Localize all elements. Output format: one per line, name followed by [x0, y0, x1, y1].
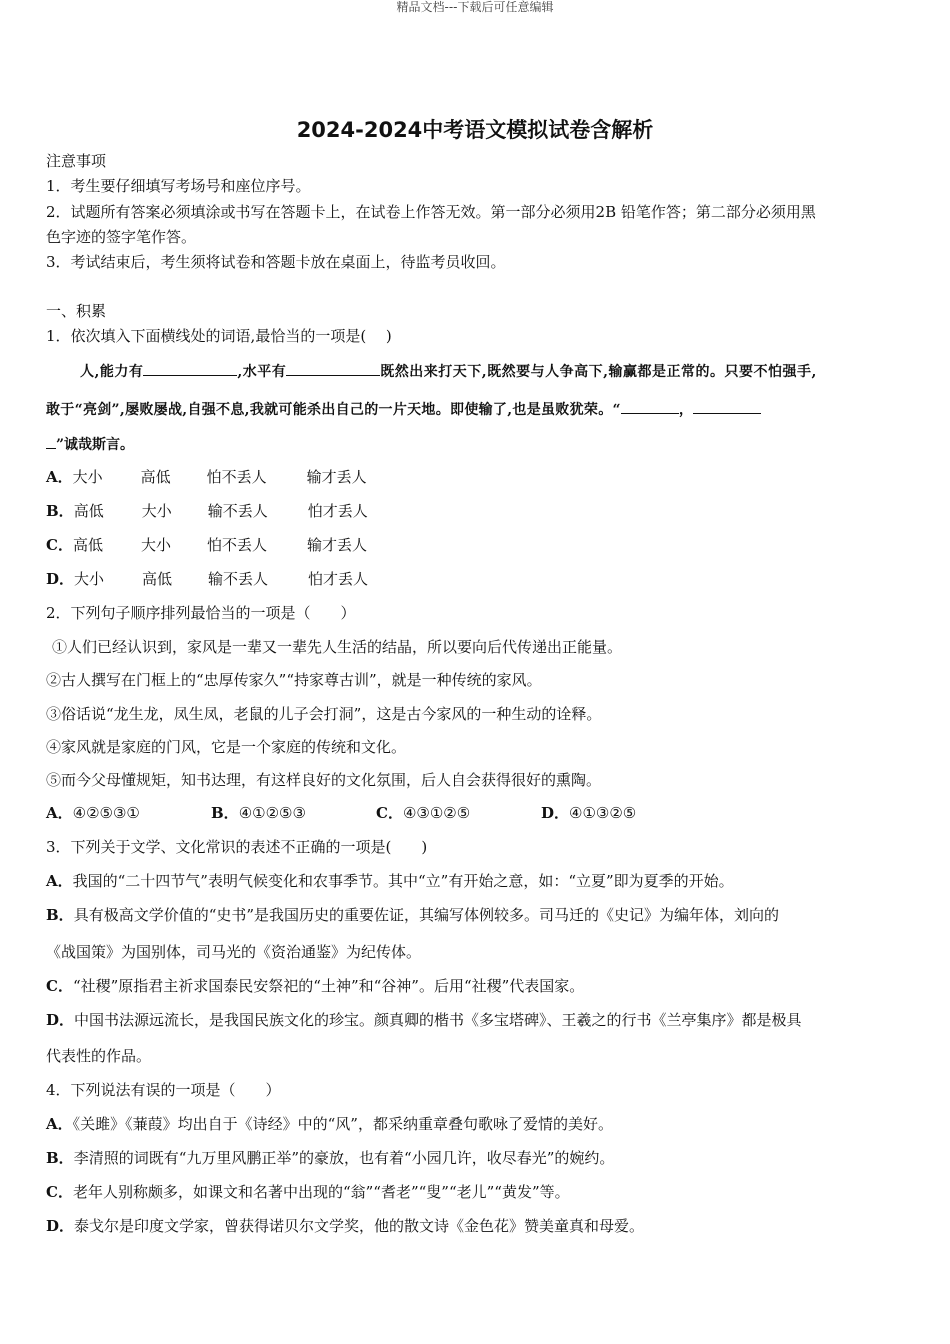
notice-item-2-cont: 色字迹的签字笔作答。	[46, 228, 197, 246]
question-2-option-d[interactable]	[541, 803, 636, 823]
question-3-option-d[interactable]	[46, 1010, 802, 1030]
option-word: 输不丢人	[207, 502, 268, 520]
question-1-option-a[interactable]	[46, 467, 367, 487]
question-4-option-c[interactable]	[46, 1182, 570, 1202]
question-1-stem: 1．依次填入下面横线处的词语,最恰当的一项是( )	[46, 327, 392, 345]
option-text: ④②⑤③①	[72, 804, 140, 822]
option-text: 《关雎》《蒹葭》均出自于《诗经》中的“风”，都采纳重章叠句歌咏了爱情的美好。	[72, 1115, 613, 1133]
question-2-sentence-3: ③俗话说“龙生龙，凤生凤，老鼠的儿子会打洞”，这是古今家风的一种生动的诠释。	[46, 705, 602, 723]
question-3-option-c[interactable]	[46, 976, 584, 996]
question-3-option-d-cont: 代表性的作品。	[46, 1047, 152, 1065]
question-3-option-a[interactable]	[46, 871, 734, 891]
option-word: 输不丢人	[208, 570, 269, 588]
option-label: D．	[46, 570, 75, 588]
option-label: A．	[46, 804, 73, 822]
question-1-option-b[interactable]	[46, 501, 368, 521]
passage-text: 敢于“亮剑”,屡败屡战,自强不息,我就可能杀出自己的一片天地。即使输了,也是虽败犹荣。“	[46, 402, 621, 418]
question-1-option-d[interactable]	[46, 569, 368, 589]
question-1-passage-line-1	[80, 360, 817, 382]
answer-blank-2[interactable]	[286, 360, 380, 376]
notice-heading: 注意事项	[46, 152, 107, 170]
page-title: 2024-2024中考语文模拟试卷含解析	[296, 118, 654, 142]
option-word: 怕才丢人	[308, 570, 369, 588]
option-label: B．	[46, 1149, 74, 1167]
passage-text: 既然出来打天下,既然要与人争高下,输赢都是正常的。只要不怕强手,	[380, 364, 817, 380]
question-4-option-b[interactable]	[46, 1148, 614, 1168]
option-label: B．	[46, 906, 74, 924]
question-2-options	[46, 803, 636, 823]
answer-blank-1[interactable]	[143, 360, 237, 376]
option-word: 大小	[72, 468, 103, 486]
option-word: 大小	[74, 570, 105, 588]
option-word: 高低	[72, 536, 103, 554]
question-4-option-a[interactable]	[46, 1114, 613, 1134]
passage-text: ，	[678, 402, 694, 418]
option-text: 我国的“二十四节气”表明气候变化和农事季节。其中“立”有开始之意，如：“立夏”即为夏季的开始。	[72, 872, 734, 890]
notice-item-1: 1．考生要仔细填写考场号和座位序号。	[46, 177, 311, 195]
question-2-stem: 2．下列句子顺序排列最恰当的一项是（ ）	[46, 604, 356, 622]
option-word: 高低	[73, 502, 104, 520]
question-2-sentence-5: ⑤而今父母懂规矩，知书达理，有这样良好的文化氛围，后人自会获得很好的熏陶。	[46, 771, 602, 789]
question-3-option-b-cont: 《战国策》为国别体，司马光的《资治通鉴》为纪传体。	[46, 943, 422, 961]
question-2-sentence-4: ④家风就是家庭的门风，它是一个家庭的传统和文化。	[46, 738, 407, 756]
answer-blank-4-cont[interactable]	[46, 433, 56, 449]
answer-blank-4[interactable]	[693, 398, 761, 414]
option-word: 怕才丢人	[307, 502, 368, 520]
option-label: D．	[46, 1011, 75, 1029]
question-4-option-d[interactable]	[46, 1216, 644, 1236]
question-2-sentence-2: ②古人撰写在门框上的“忠厚传家久”“持家尊古训”，就是一种传统的家风。	[46, 671, 542, 689]
option-text: “社稷”原指君主祈求国泰民安祭祀的“土神”和“谷神”。后用“社稷”代表国家。	[72, 977, 585, 995]
option-word: 高低	[140, 468, 171, 486]
question-3-option-b[interactable]	[46, 905, 779, 925]
passage-text: 人,能力有	[80, 364, 144, 380]
question-1-passage-line-2	[46, 398, 761, 420]
option-word: 大小	[140, 536, 171, 554]
option-word: 输才丢人	[306, 536, 367, 554]
question-2-sentence-1: ①人们已经认识到，家风是一辈又一辈先人生活的结晶，所以要向后代传递出正能量。	[52, 638, 623, 656]
passage-text: ”诚哉斯言。	[56, 437, 135, 453]
question-3-stem: 3．下列关于文学、文化常识的表述不正确的一项是( )	[46, 838, 428, 856]
passage-text: ,水平有	[237, 364, 287, 380]
option-text: ④①③②⑤	[569, 804, 637, 822]
option-label: B．	[211, 804, 239, 822]
question-2-option-a[interactable]	[46, 803, 211, 823]
page-header: 精品文档---下载后可任意编辑	[396, 0, 554, 14]
question-2-option-b[interactable]	[211, 803, 376, 823]
option-text: ④③①②⑤	[402, 804, 471, 822]
option-label: D．	[46, 1217, 75, 1235]
section-heading: 一、积累	[46, 302, 107, 320]
answer-blank-3[interactable]	[621, 398, 679, 414]
option-text: 具有极高文学价值的“史书”是我国历史的重要佐证，其编写体例较多。司马迁的《史记》为编年体，刘向的	[73, 906, 780, 924]
option-text: 老年人别称颇多，如课文和名著中出现的“翁”“耆老”“叟”“老儿”“黄发”等。	[72, 1183, 570, 1201]
question-1-passage-line-3	[46, 433, 134, 455]
option-label: D．	[541, 804, 570, 822]
option-word: 怕不丢人	[206, 468, 267, 486]
question-2-option-c[interactable]	[376, 803, 541, 823]
option-label: A．	[46, 1115, 73, 1133]
option-word: 输才丢人	[306, 468, 367, 486]
option-word: 高低	[142, 570, 173, 588]
option-label: C．	[46, 977, 73, 995]
option-text: ④①②⑤③	[238, 804, 306, 822]
option-text: 中国书法源远流长，是我国民族文化的珍宝。颜真卿的楷书《多宝塔碑》、王羲之的行书《兰亭集序》都是极具	[74, 1011, 802, 1029]
option-label: A．	[46, 468, 73, 486]
option-label: C．	[46, 536, 73, 554]
option-label: C．	[376, 804, 403, 822]
option-text: 李清照的词既有“九万里风鹏正举”的豪放，也有着“小园几许，收尽春光”的婉约。	[73, 1149, 615, 1167]
question-4-stem: 4．下列说法有误的一项是（ ）	[46, 1081, 281, 1099]
option-text: 泰戈尔是印度文学家，曾获得诺贝尔文学奖，他的散文诗《金色花》赞美童真和母爱。	[74, 1217, 645, 1235]
option-word: 大小	[141, 502, 172, 520]
notice-item-2: 2．试题所有答案必须填涂或书写在答题卡上，在试卷上作答无效。第一部分必须用2B 铅笔作答；第二部分必须用黑	[46, 203, 816, 221]
notice-item-3: 3．考试结束后，考生须将试卷和答题卡放在桌面上，待监考员收回。	[46, 253, 506, 271]
option-word: 怕不丢人	[206, 536, 267, 554]
option-label: C．	[46, 1183, 73, 1201]
option-label: B．	[46, 502, 74, 520]
option-label: A．	[46, 872, 73, 890]
question-1-option-c[interactable]	[46, 535, 367, 555]
